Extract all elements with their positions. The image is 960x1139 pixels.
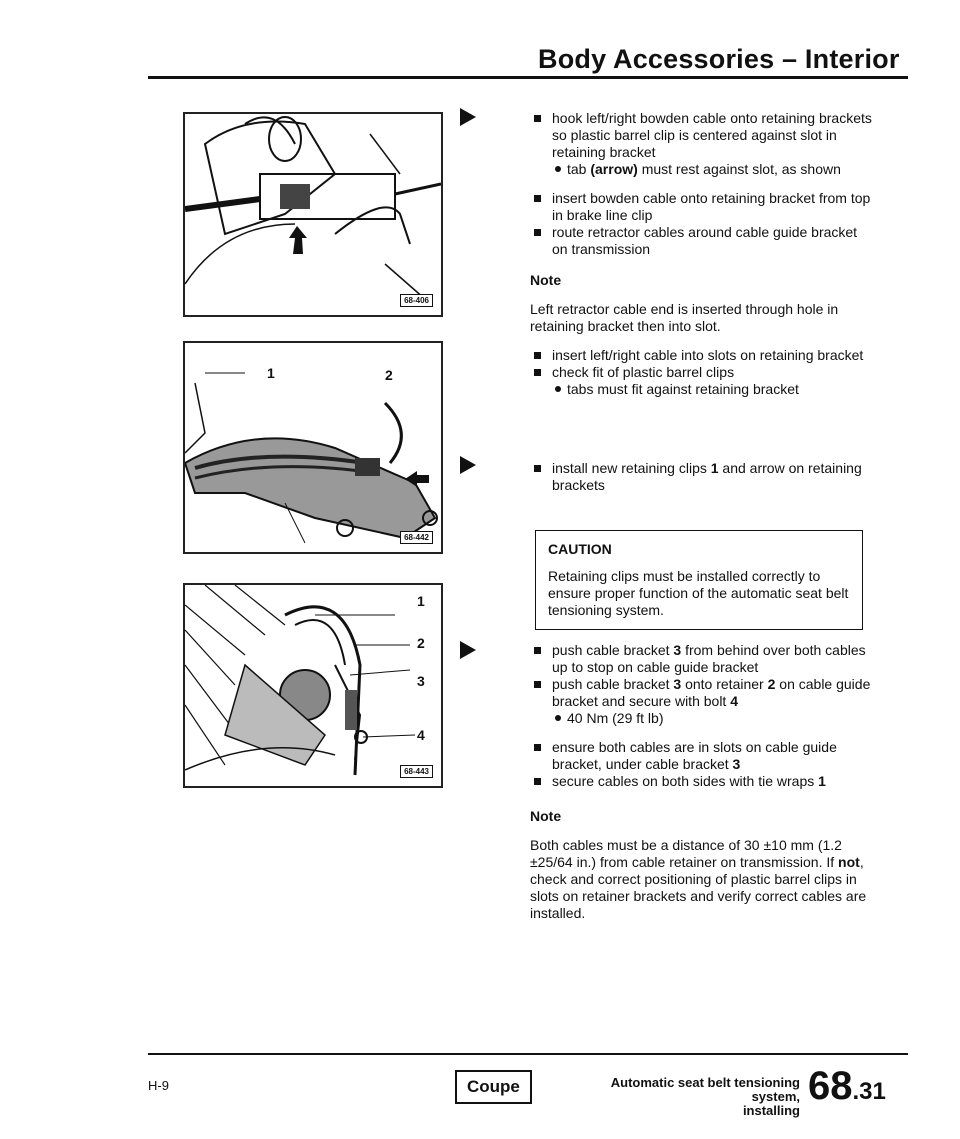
callout-1: 1: [417, 593, 425, 609]
step-route-cables: route retractor cables around cable guide bracket on transmission: [530, 224, 875, 258]
text: secure cables on both sides with tie wraps: [552, 773, 819, 789]
figure-label: 68-443: [400, 765, 433, 778]
pointer-arrow-icon: [460, 456, 476, 474]
caution-text: Retaining clips must be installed correctly to ensure proper function of the automatic seat belt tensioning system.: [548, 568, 849, 618]
bold-text: 1: [818, 773, 826, 789]
figure-label: 68-406: [400, 294, 433, 307]
step-insert-cable-slots: insert left/right cable into slots on retaining bracket: [530, 347, 875, 364]
step-install-clips: [530, 460, 875, 494]
section-1: [530, 110, 875, 398]
step-push-bracket: [530, 642, 875, 676]
bold-text: 1: [710, 460, 719, 476]
bold-text: 2: [767, 676, 776, 692]
callout-3: 3: [417, 673, 425, 689]
substep-torque: 40 Nm (29 ft lb): [552, 710, 875, 727]
callout-2: 2: [385, 367, 393, 383]
text: onto retainer: [681, 676, 768, 692]
step-secure-cables: [530, 773, 875, 790]
bold-text: 3: [673, 676, 682, 692]
step-insert-bowden: insert bowden cable onto retaining bracket from top in brake line clip: [530, 190, 875, 224]
figure-68-406: [183, 112, 443, 317]
substep-tab: [552, 161, 875, 178]
note-text: Left retractor cable end is inserted through hole in retaining bracket then into slot.: [530, 301, 839, 334]
step-hook-cable: hook left/right bowden cable onto retaining brackets so plastic barrel clip is centered against slot in retaining bracket: [530, 110, 875, 161]
text: ensure both cables are in slots on cable guide bracket, under cable bracket: [552, 739, 837, 772]
text: on cable guide bracket and secure with bolt: [552, 676, 871, 709]
text: install new retaining clips: [552, 460, 711, 476]
substep-tabs-fit: tabs must fit against retaining bracket: [552, 381, 875, 398]
figure-68-442: [183, 341, 443, 554]
text: and arrow on retaining brackets: [552, 460, 862, 493]
callout-2: 2: [417, 635, 425, 651]
page-number: [808, 1064, 886, 1109]
section-caption-line1: Automatic seat belt tensioning system,: [610, 1075, 800, 1104]
section-3: [530, 642, 875, 922]
text: push cable bracket: [552, 642, 674, 658]
note-heading: Note: [530, 272, 562, 288]
text: tab: [567, 161, 591, 177]
section-caption: [560, 1076, 800, 1118]
figure-illustration: [185, 114, 441, 315]
bold-text: 3: [673, 642, 682, 658]
step-push-retainer: [530, 676, 875, 710]
bold-text: 4: [730, 693, 739, 709]
text: Both cables must be a distance of 30 ±10 mm (1.2 ±25/64 in.) from cable retainer on transmission. If: [530, 837, 842, 870]
callout-4: 4: [417, 727, 425, 743]
bold-text: 3: [732, 756, 741, 772]
caution-heading: CAUTION: [548, 541, 612, 557]
step-check-fit: check fit of plastic barrel clips: [530, 364, 875, 381]
page-number-main: 68: [808, 1064, 853, 1108]
bold-text: not: [838, 854, 860, 870]
figure-illustration: [185, 343, 441, 552]
callout-1: 1: [267, 365, 275, 381]
section-caption-line2: installing: [742, 1103, 800, 1118]
pointer-arrow-icon: [460, 108, 476, 126]
text: , check and correct positioning of plastic barrel clips in slots on retainer brackets and verify correct cables are installed.: [530, 854, 867, 921]
figure-68-443: [183, 583, 443, 788]
footer-rule: [148, 1053, 908, 1055]
text: must rest against slot, as shown: [637, 161, 841, 177]
note-heading: Note: [530, 808, 562, 824]
figure-illustration: [185, 585, 441, 786]
text: from behind over both cables up to stop on cable guide bracket: [552, 642, 866, 675]
note-text: [530, 837, 875, 922]
caution-box: [535, 530, 863, 630]
page-code: H-9: [148, 1078, 169, 1093]
figure-label: 68-442: [400, 531, 433, 544]
model-badge: Coupe: [455, 1070, 532, 1104]
bold-text: (arrow): [590, 161, 638, 177]
header-rule: [148, 76, 908, 79]
page-title: Body Accessories – Interior: [538, 44, 900, 74]
pointer-arrow-icon: [460, 641, 476, 659]
section-2: [530, 460, 875, 494]
text: push cable bracket: [552, 676, 674, 692]
page-number-sub: .31: [852, 1078, 886, 1105]
step-ensure-slots: [530, 739, 875, 773]
